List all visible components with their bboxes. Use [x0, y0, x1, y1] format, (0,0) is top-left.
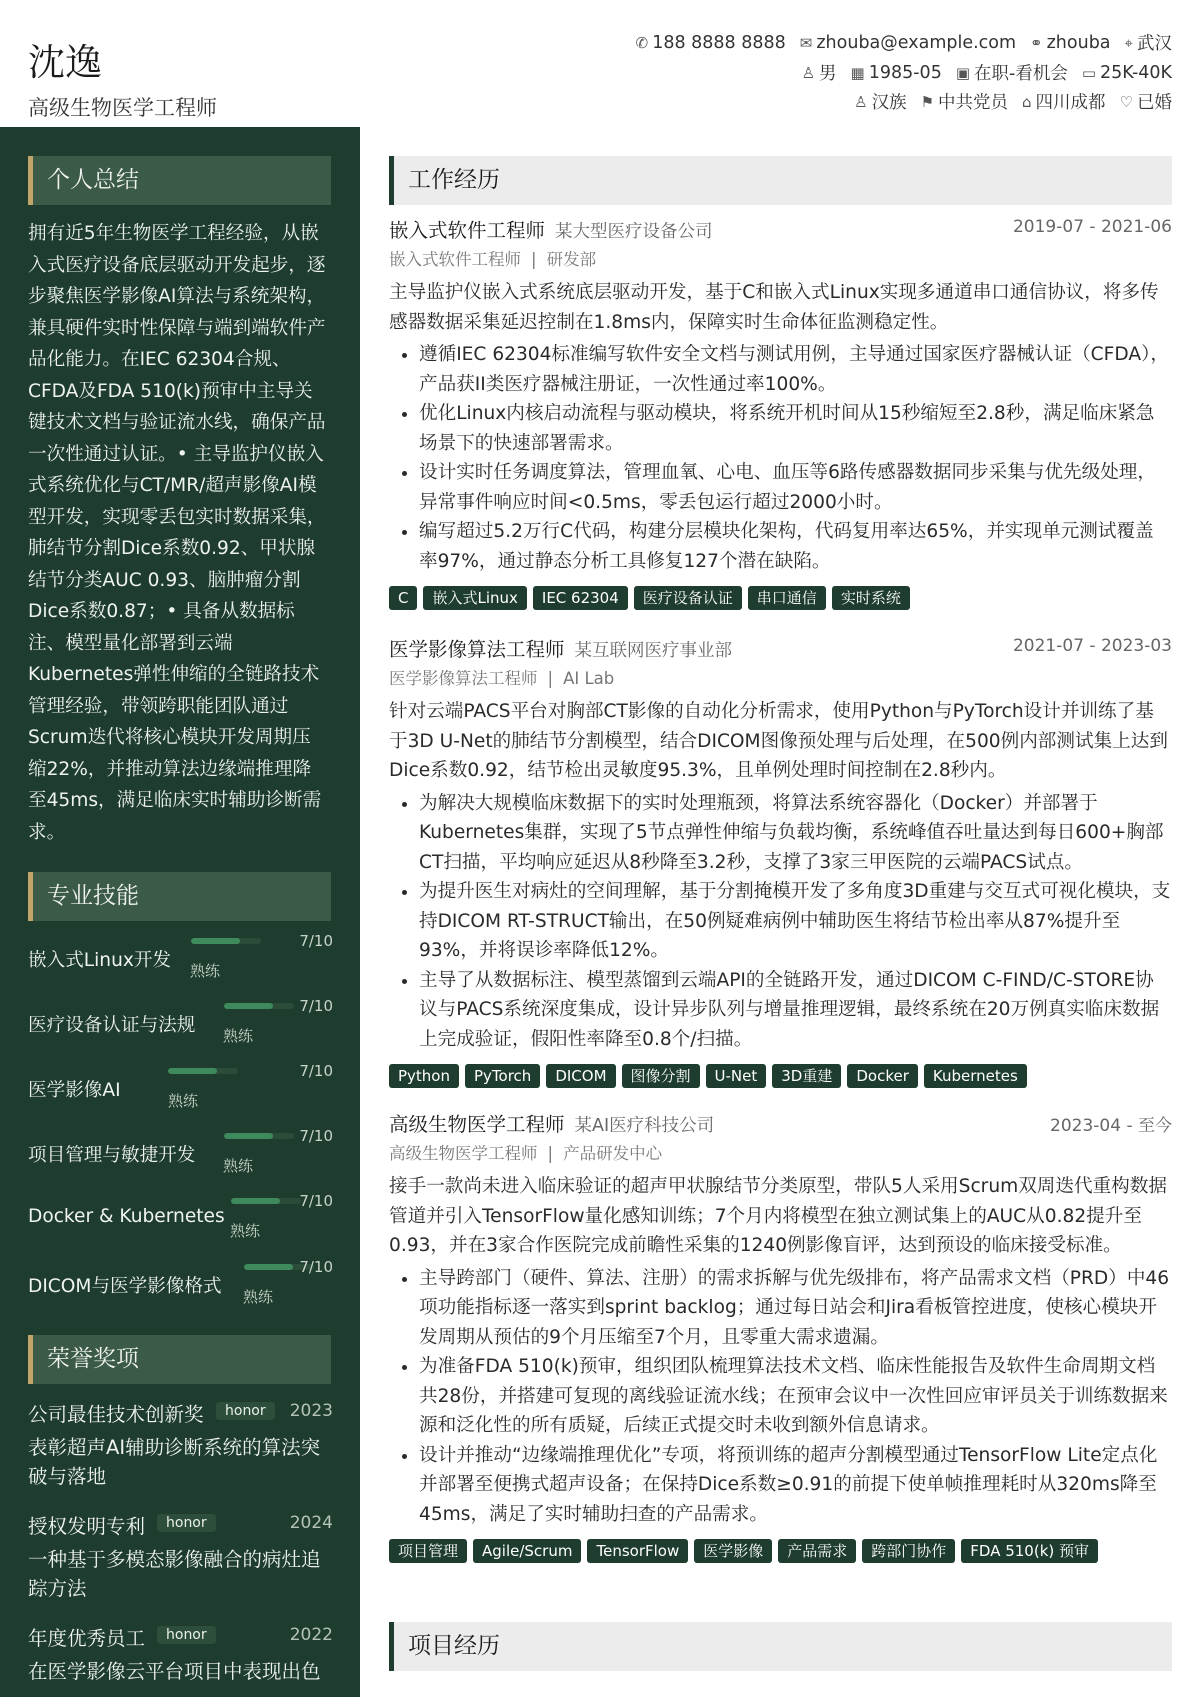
skill-tag: C	[389, 586, 417, 610]
job-bullet: • 设计并推动“边缘端推理优化”专项，将预训练的超声分割模型通过TensorFlow Lite定点化并部署至便携式超声设备；在保持Dice系数≥0.91的前提下使单帧推理耗时从320ms降至45ms，满足了实时辅助扫查的产品需求。	[419, 1441, 1172, 1530]
job-company: 某大型医疗设备公司	[555, 222, 713, 242]
skill-tag: FDA 510(k) 预审	[961, 1539, 1098, 1563]
skill-score: 7/10	[299, 997, 333, 1015]
award-title: 授权发明专利	[28, 1515, 146, 1538]
skill-tag: U-Net	[706, 1064, 767, 1088]
resume-header	[0, 0, 1200, 127]
ethnicity-icon: ♙	[854, 92, 868, 111]
skill-score: 7/10	[299, 1258, 333, 1276]
work-heading: 工作经历	[389, 156, 1172, 205]
contact-row-3	[854, 89, 1172, 114]
job-bullet: • 为提升医生对病灶的空间理解，基于分割掩模开发了多角度3D重建与交互式可视化模块，支持DICOM RT-STRUCT输出，在50例疑难病例中辅助医生将结节检出率从87%提升至93%，并将误诊率降低12%。	[419, 877, 1172, 966]
skill-tag: 项目管理	[389, 1539, 467, 1563]
contact-politics: ⚑ 中共党员	[920, 92, 1009, 113]
skill-tag: Kubernetes	[924, 1064, 1027, 1088]
job-description: 主导监护仪嵌入式系统底层驱动开发，基于C和嵌入式Linux实现多通道串口通信协议，将多传感器数据采集延迟控制在1.8ms内，保障实时生命体征监测稳定性。	[389, 282, 1159, 333]
skill-item	[28, 1062, 333, 1122]
skill-tag: 嵌入式Linux	[423, 586, 526, 610]
job-date: 2023-04 - 至今	[1050, 1116, 1172, 1136]
skill-bar	[224, 1133, 294, 1139]
summary-heading: 个人总结	[28, 156, 331, 205]
award-badge: honor	[157, 1626, 216, 1644]
skill-tag: PyTorch	[465, 1064, 540, 1088]
skill-name: 医疗设备认证与法规	[28, 1015, 196, 1036]
award-badge: honor	[157, 1514, 216, 1532]
skill-tags	[389, 1064, 1172, 1088]
job-bullet: • 主导了从数据标注、模型蒸馏到云端API的全链路开发，通过DICOM C-FIND/C-STORE协议与PACS系统深度集成，设计异步队列与增量推理逻辑，最终系统在20万例真实临床数据上完成验证，假阳性率降至0.8个/扫描。	[419, 966, 1172, 1055]
money-icon: ▭	[1081, 63, 1097, 82]
person-icon: ♙	[801, 63, 816, 82]
job-entry	[389, 215, 1172, 610]
job-title: 医学影像算法工程师	[389, 638, 565, 661]
skill-tag: 医疗设备认证	[634, 586, 742, 610]
link-icon: ⚭	[1030, 33, 1043, 52]
job-entry	[389, 634, 1172, 1088]
home-icon: ⌂	[1022, 92, 1032, 111]
job-entry	[389, 1109, 1172, 1563]
skill-tag: 图像分割	[622, 1064, 700, 1088]
award-title: 年度优秀员工	[28, 1627, 146, 1650]
job-bullet: • 优化Linux内核启动流程与驱动模块，将系统开机时间从15秒缩短至2.8秒，满足临床紧急场景下的快速部署需求。	[419, 399, 1172, 458]
skill-bar-fill	[168, 1068, 217, 1074]
skill-item	[28, 1192, 333, 1252]
job-company: 某AI医疗科技公司	[574, 1116, 715, 1136]
contact-marital: ♡ 已婚	[1119, 92, 1172, 113]
job-date: 2019-07 - 2021-06	[1012, 217, 1172, 237]
contact-row-2	[802, 60, 1172, 85]
mail-icon: ✉	[799, 33, 813, 52]
skill-tag: TensorFlow	[587, 1539, 688, 1563]
contact-birth: ▦ 1985-05	[850, 62, 942, 83]
skill-level: 熟练	[243, 1288, 274, 1306]
calendar-icon: ▦	[850, 63, 865, 82]
award-desc: 表彰超声AI辅助诊断系统的算法突破与落地	[28, 1436, 321, 1488]
skill-bar-fill	[191, 938, 240, 944]
skill-bar	[231, 1198, 301, 1204]
candidate-name: 沈逸	[28, 41, 102, 84]
flag-icon: ⚑	[920, 92, 935, 111]
skill-tag: 产品需求	[778, 1539, 856, 1563]
job-subtitle: 嵌入式软件工程师 | 研发部	[389, 250, 597, 269]
award-year: 2023	[289, 1401, 333, 1421]
contact-link[interactable]: ⚭ zhouba	[1030, 32, 1111, 53]
job-title: 高级生物医学工程师	[389, 1113, 565, 1136]
contact-salary: ▭ 25K-40K	[1081, 62, 1172, 83]
job-date: 2021-07 - 2023-03	[1012, 636, 1172, 656]
skill-tag: 3D重建	[772, 1064, 841, 1088]
skill-tag: 实时系统	[832, 586, 910, 610]
skill-name: DICOM与医学影像格式	[28, 1276, 222, 1297]
skill-tag: 医学影像	[694, 1539, 772, 1563]
skill-name: Docker & Kubernetes	[28, 1206, 225, 1227]
phone-icon: ✆	[635, 33, 649, 52]
skill-name: 嵌入式Linux开发	[28, 950, 172, 971]
job-bullet: • 为准备FDA 510(k)预审，组织团队梳理算法技术文档、临床性能报告及软件生命周期文档共28份，并搭建可复现的离线验证流水线；在预审会议中一次性回应审评员关于训练数据来源和泛化性的所有质疑，后续正式提交时未收到额外信息请求。	[419, 1352, 1172, 1441]
skill-score: 7/10	[299, 932, 333, 950]
job-subtitle: 医学影像算法工程师 | AI Lab	[389, 669, 615, 688]
skill-bar-fill	[244, 1264, 293, 1270]
job-bullets	[389, 789, 1172, 1055]
skill-score: 7/10	[299, 1062, 333, 1080]
job-bullet: • 主导跨部门（硬件、算法、注册）的需求拆解与优先级排布，将产品需求文档（PRD）中46项功能指标逐一落实到sprint backlog；通过每日站会和Jira看板管控进度，使核心模块开发周期从预估的9个月压缩至7个月，且零重大需求遗漏。	[419, 1264, 1172, 1353]
job-bullet: • 设计实时任务调度算法，管理血氧、心电、血压等6路传感器数据同步采集与优先级处理，异常事件响应时间<0.5ms，零丢包运行超过2000小时。	[419, 458, 1172, 517]
skills-heading: 专业技能	[28, 872, 331, 921]
skill-tag: Python	[389, 1064, 459, 1088]
contact-row-1	[636, 30, 1172, 55]
award-title: 公司最佳技术创新奖	[28, 1403, 204, 1426]
job-subtitle: 高级生物医学工程师 | 产品研发中心	[389, 1144, 663, 1163]
project-heading: 项目经历	[389, 1622, 1172, 1671]
skill-item	[28, 932, 333, 992]
skill-name: 医学影像AI	[28, 1080, 121, 1101]
skill-name: 项目管理与敏捷开发	[28, 1145, 196, 1166]
award-year: 2022	[289, 1625, 333, 1645]
skill-level: 熟练	[168, 1092, 199, 1110]
skill-level: 熟练	[223, 1157, 254, 1175]
skill-tag: Agile/Scrum	[473, 1539, 581, 1563]
contact-hometown: ⌂ 四川成都	[1022, 92, 1106, 113]
sidebar	[0, 127, 360, 1697]
briefcase-icon: ▣	[955, 63, 971, 82]
contact-status: ▣ 在职-看机会	[955, 63, 1068, 84]
contact-email[interactable]: ✉ zhouba@example.com	[799, 32, 1017, 53]
skill-tag: Docker	[847, 1064, 918, 1088]
job-title: 嵌入式软件工程师	[389, 219, 546, 242]
heart-icon: ♡	[1119, 92, 1133, 111]
award-year: 2024	[289, 1513, 333, 1533]
job-bullets	[389, 1264, 1172, 1530]
skill-tag: IEC 62304	[533, 586, 628, 610]
award-item	[28, 1623, 333, 1686]
location-icon: ⌖	[1124, 33, 1133, 52]
award-item	[28, 1511, 333, 1603]
skill-tag: DICOM	[546, 1064, 615, 1088]
skill-level: 熟练	[223, 1027, 254, 1045]
skill-bar-fill	[231, 1198, 280, 1204]
awards-heading: 荣誉奖项	[28, 1335, 331, 1384]
skill-tags	[389, 586, 1172, 610]
skill-score: 7/10	[299, 1192, 333, 1210]
contact-gender: ♙ 男	[801, 63, 837, 84]
skill-bar	[168, 1068, 238, 1074]
skill-item	[28, 1127, 333, 1187]
award-item	[28, 1399, 333, 1491]
job-description: 接手一款尚未进入临床验证的超声甲状腺结节分类原型，带队5人采用Scrum双周迭代重构数据管道并引入TensorFlow量化感知训练；7个月内将模型在独立测试集上的AUC从0.82提升至0.93，并在3家合作医院完成前瞻性采集的1240例影像盲评，达到预设的临床接受标准。	[389, 1176, 1167, 1256]
award-desc: 在医学影像云平台项目中表现出色	[28, 1660, 321, 1683]
candidate-role: 高级生物医学工程师	[28, 96, 217, 120]
job-bullet: • 编写超过5.2万行C代码，构建分层模块化架构，代码复用率达65%，并实现单元测试覆盖率97%，通过静态分析工具修复127个潜在缺陷。	[419, 517, 1172, 576]
skill-tag: 跨部门协作	[862, 1539, 955, 1563]
skill-bar-fill	[224, 1133, 273, 1139]
contact-ethnicity: ♙ 汉族	[854, 92, 907, 113]
skill-level: 熟练	[230, 1222, 261, 1240]
summary-text: 拥有近5年生物医学工程经验，从嵌入式医疗设备底层驱动开发起步，逐步聚焦医学影像AI算法与系统架构，兼具硬件实时性保障与端到端软件产品化能力。在IEC 62304合规、CFDA及FDA 510(k)预审中主导关键技术文档与验证流水线，确保产品一次性通过认证。• 主导监护仪嵌入式系统优化与CT/MR/超声影像AI模型开发，实现零丢包实时数据采集，肺结节分割Dice系数0.92、甲状腺结节分类AUC 0.93、脑肿瘤分割Dice系数0.87；• 具备从数据标注、模型量化部署到云端Kubernetes弹性伸缩的全链路技术管理经验，带领跨职能团队通过Scrum迭代将核心模块开发周期压缩22%，并推动算法边缘端推理降至45ms，满足临床实时辅助诊断需求。	[28, 223, 326, 843]
job-description: 针对云端PACS平台对胸部CT影像的自动化分析需求，使用Python与PyTorch设计并训练了基于3D U-Net的肺结节分割模型，结合DICOM图像预处理与后处理，在500例内部测试集上达到Dice系数0.92，结节检出灵敏度95.3%，且单例处理时间控制在2.8秒内。	[389, 701, 1168, 781]
contact-location: ⌖ 武汉	[1124, 33, 1172, 54]
skill-tags	[389, 1539, 1172, 1563]
award-desc: 一种基于多模态影像融合的病灶追踪方法	[28, 1548, 321, 1600]
skill-item	[28, 1258, 333, 1318]
skill-score: 7/10	[299, 1127, 333, 1145]
skill-level: 熟练	[190, 962, 221, 980]
job-bullet: • 为解决大规模临床数据下的实时处理瓶颈，将算法系统容器化（Docker）并部署于Kubernetes集群，实现了5节点弹性伸缩与负载均衡，系统峰值吞吐量达到每日600+胸部CT扫描，平均响应延迟从8秒降至3.2秒，支撑了3家三甲医院的云端PACS试点。	[419, 789, 1172, 878]
skill-item	[28, 997, 333, 1057]
job-bullet: • 遵循IEC 62304标准编写软件安全文档与测试用例，主导通过国家医疗器械认证（CFDA），产品获II类医疗器械注册证，一次性通过率100%。	[419, 340, 1172, 399]
skill-bar	[191, 938, 261, 944]
contact-phone[interactable]: ✆ 188 8888 8888	[635, 32, 786, 53]
job-bullets	[389, 340, 1172, 576]
skill-bar-fill	[224, 1003, 273, 1009]
skill-bar	[224, 1003, 294, 1009]
skill-tag: 串口通信	[748, 586, 826, 610]
job-company: 某互联网医疗事业部	[574, 641, 733, 661]
award-badge: honor	[216, 1402, 275, 1420]
